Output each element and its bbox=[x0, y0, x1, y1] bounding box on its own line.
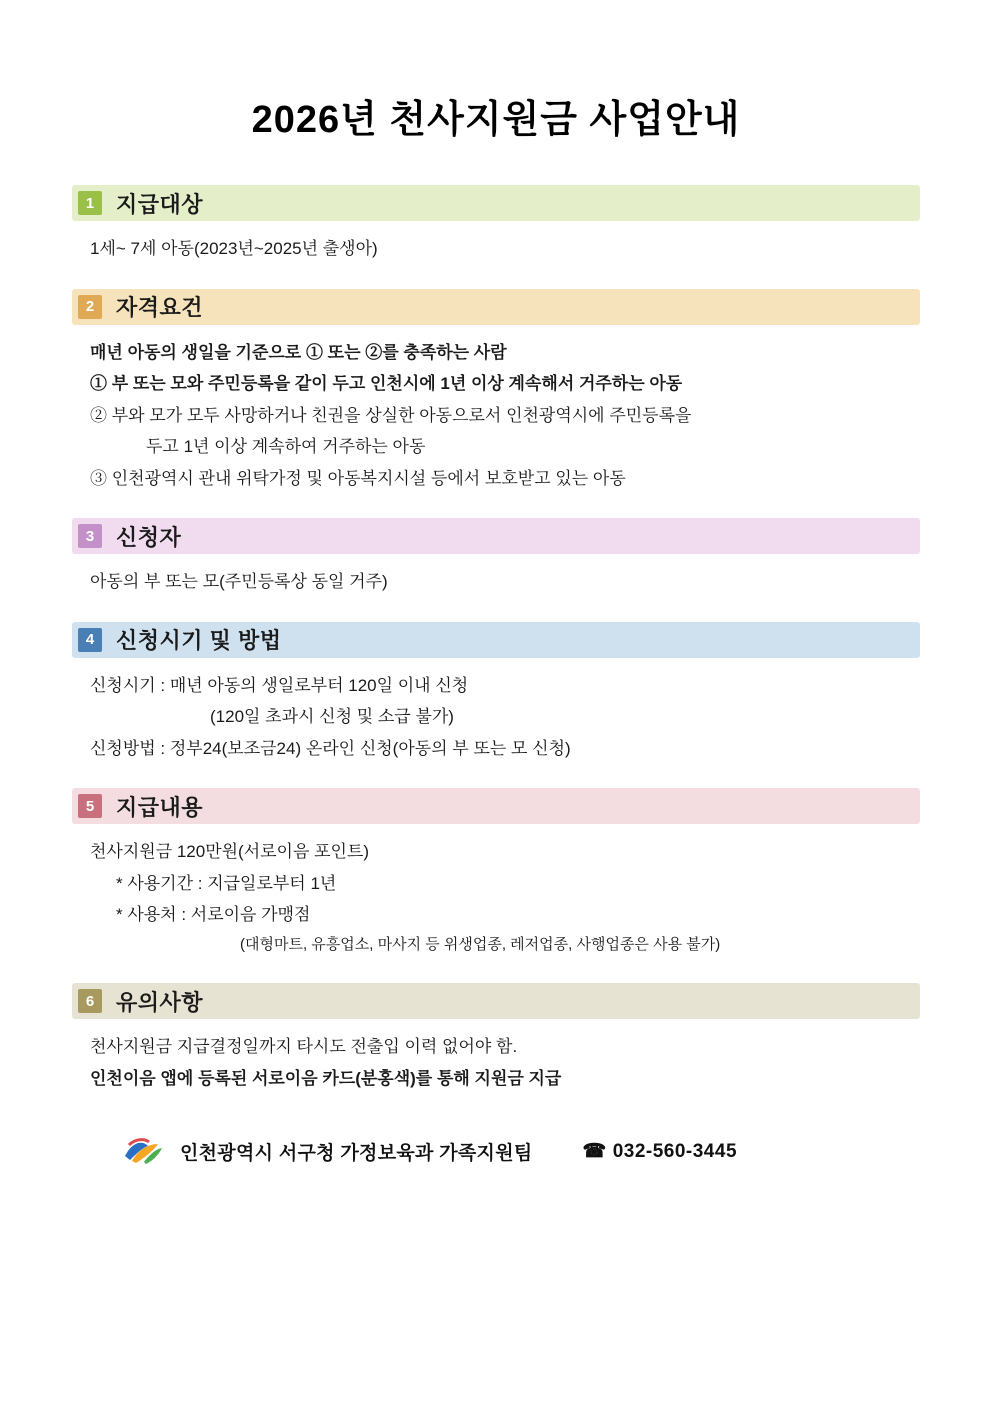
section-4-line-2: (120일 초과시 신청 및 소급 불가) bbox=[210, 707, 454, 727]
section-1-number: 1 bbox=[78, 191, 102, 215]
section-1-title: 지급대상 bbox=[116, 191, 204, 217]
section-3-title: 신청자 bbox=[116, 524, 182, 550]
section-4-header bbox=[72, 622, 920, 658]
section-2-line-4: 두고 1년 이상 계속하여 거주하는 아동 bbox=[146, 437, 426, 457]
section-5-line-4: (대형마트, 유흥업소, 마사지 등 위생업종, 레저업종, 사행업종은 사용 불가) bbox=[240, 935, 721, 953]
section-5-title: 지급내용 bbox=[116, 794, 204, 820]
section-3 bbox=[72, 518, 920, 618]
section-2-line-3: ② 부와 모가 모두 사망하거나 친권을 상실한 아동으로서 인천광역시에 주민등록을 bbox=[90, 405, 692, 425]
footer bbox=[72, 1136, 920, 1166]
footer-phone-number: 032-560-3445 bbox=[612, 1140, 738, 1162]
section-4-title: 신청시기 및 방법 bbox=[116, 628, 282, 654]
section-2-line-5: ③ 인천광역시 관내 위탁가정 및 아동복지시설 등에서 보호받고 있는 아동 bbox=[90, 468, 626, 488]
section-2-line-2: ① 부 또는 모와 주민등록을 같이 두고 인천시에 1년 이상 계속해서 거주하는 아동 bbox=[90, 374, 683, 394]
section-1-header bbox=[72, 185, 920, 221]
section-5-header bbox=[72, 788, 920, 824]
section-5-line-1: 천사지원금 120만원(서로이음 포인트) bbox=[90, 842, 370, 862]
section-3-line-1: 아동의 부 또는 모(주민등록상 동일 거주) bbox=[90, 572, 388, 592]
section-2-number: 2 bbox=[78, 295, 102, 319]
section-4-body bbox=[72, 658, 920, 785]
section-3-header bbox=[72, 518, 920, 554]
incheon-seogu-logo-icon bbox=[122, 1136, 164, 1166]
section-2-title: 자격요건 bbox=[116, 295, 204, 321]
section-4-line-1: 신청시기 : 매년 아동의 생일로부터 120일 이내 신청 bbox=[90, 675, 469, 695]
section-4-line-3: 신청방법 : 정부24(보조금24) 온라인 신청(아동의 부 또는 모 신청) bbox=[90, 738, 571, 758]
section-3-body bbox=[72, 554, 920, 618]
section-6-line-2: 인천이음 앱에 등록된 서로이음 카드(분홍색)를 통해 지원금 지급 bbox=[90, 1068, 562, 1088]
section-1 bbox=[72, 185, 920, 285]
section-5-number: 5 bbox=[78, 794, 102, 818]
page-title: 2026년 천사지원금 사업안내 bbox=[251, 99, 741, 141]
section-3-number: 3 bbox=[78, 524, 102, 548]
section-1-line-1: 1세~ 7세 아동(2023년~2025년 출생아) bbox=[90, 239, 378, 258]
section-6-title: 유의사항 bbox=[116, 989, 204, 1015]
section-2-line-1: 매년 아동의 생일을 기준으로 ① 또는 ②를 충족하는 사람 bbox=[90, 342, 507, 362]
section-6-line-1: 천사지원금 지급결정일까지 타시도 전출입 이력 없어야 함. bbox=[90, 1037, 518, 1057]
section-6-number: 6 bbox=[78, 989, 102, 1013]
section-2 bbox=[72, 289, 920, 515]
footer-phone bbox=[583, 1140, 738, 1163]
section-5-body bbox=[72, 824, 920, 979]
section-6 bbox=[72, 983, 920, 1114]
footer-organization: 인천광역시 서구청 가정보육과 가족지원팀 bbox=[180, 1142, 533, 1164]
section-2-body bbox=[72, 325, 920, 515]
section-2-header bbox=[72, 289, 920, 325]
section-4 bbox=[72, 622, 920, 785]
section-5-line-2: * 사용기간 : 지급일로부터 1년 bbox=[116, 873, 337, 893]
section-6-header bbox=[72, 983, 920, 1019]
section-4-number: 4 bbox=[78, 628, 102, 652]
section-6-body bbox=[72, 1019, 920, 1114]
section-5 bbox=[72, 788, 920, 979]
phone-icon: ☎ bbox=[582, 1140, 607, 1162]
section-1-body bbox=[72, 221, 920, 285]
section-5-line-3: * 사용처 : 서로이음 가맹점 bbox=[116, 905, 311, 925]
